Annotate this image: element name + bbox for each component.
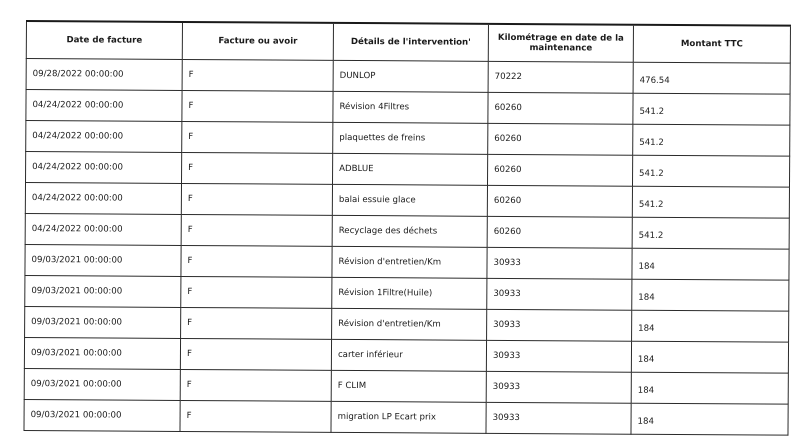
table-row [25,183,789,219]
cell-amount: 184 [632,248,789,280]
cell-mileage: 70222 [488,61,633,93]
cell-invoice-type: F [181,276,332,308]
cell-invoice-type: F [180,369,331,401]
header-invoice-or-credit: Facture ou avoir [182,22,333,60]
cell-invoice-type: F [182,152,333,184]
cell-intervention-details: Révision d'entretien/Km [332,308,487,340]
cell-amount: 184 [631,403,788,435]
cell-amount: 184 [632,310,789,342]
cell-invoice-type: F [180,400,331,432]
cell-amount: 541.2 [633,93,790,125]
table-row [25,213,789,249]
header-intervention-details: Détails de l'intervention' [333,23,488,61]
cell-amount: 541.2 [632,217,789,249]
cell-invoice-date: 09/28/2022 00:00:00 [26,59,182,91]
cell-invoice-type: F [181,214,332,246]
cell-intervention-details: F CLIM [331,370,486,402]
cell-intervention-details: ADBLUE [333,153,488,185]
cell-invoice-date: 04/24/2022 00:00:00 [26,90,182,122]
table-row [26,90,790,126]
cell-invoice-type: F [181,245,332,277]
header-amount-ttc: Montant TTC [633,25,790,63]
table-row [26,121,790,157]
table-row [26,152,790,188]
table-row [26,59,790,95]
cell-mileage: 30933 [486,340,631,372]
cell-intervention-details: migration LP Ecart prix [331,401,486,433]
cell-invoice-type: F [180,338,331,370]
cell-intervention-details: DUNLOP [333,60,488,92]
cell-intervention-details: Recyclage des déchets [332,215,487,247]
cell-amount: 184 [631,372,788,404]
cell-mileage: 30933 [486,371,631,403]
table-row [25,306,789,342]
cell-intervention-details: carter inférieur [331,339,486,371]
cell-mileage: 30933 [487,309,632,341]
cell-amount: 541.2 [632,155,789,187]
cell-invoice-type: F [182,59,333,91]
cell-intervention-details: Révision 1Filtre(Huile) [332,277,487,309]
cell-mileage: 60260 [487,185,632,217]
cell-invoice-type: F [181,183,332,215]
cell-mileage: 60260 [487,216,632,248]
cell-mileage: 60260 [488,92,633,124]
cell-mileage: 30933 [486,402,631,434]
cell-invoice-date: 04/24/2022 00:00:00 [26,152,182,184]
cell-amount: 184 [632,279,789,311]
cell-invoice-date: 04/24/2022 00:00:00 [25,213,181,245]
cell-intervention-details: balai essuie glace [332,184,487,216]
cell-amount: 476.54 [633,62,790,94]
cell-invoice-date: 09/03/2021 00:00:00 [25,244,181,276]
header-mileage: Kilométrage en date de la maintenance [488,24,633,62]
cell-mileage: 30933 [487,247,632,279]
cell-intervention-details: Révision d'entretien/Km [332,246,487,278]
cell-invoice-type: F [181,307,332,339]
cell-mileage: 60260 [488,123,633,155]
cell-invoice-type: F [182,121,333,153]
table-header-row [26,21,790,63]
cell-amount: 541.2 [632,186,789,218]
cell-intervention-details: plaquettes de freins [333,122,488,154]
maintenance-document [23,20,789,436]
table-row [24,399,788,435]
cell-invoice-date: 04/24/2022 00:00:00 [26,121,182,153]
table-row [25,244,789,280]
table-row [24,368,788,404]
cell-invoice-date: 09/03/2021 00:00:00 [25,275,181,307]
table-row [25,275,789,311]
cell-invoice-date: 09/03/2021 00:00:00 [24,368,180,400]
cell-mileage: 30933 [487,278,632,310]
cell-amount: 541.2 [633,124,790,156]
cell-invoice-date: 09/03/2021 00:00:00 [25,306,181,338]
cell-invoice-type: F [182,90,333,122]
cell-invoice-date: 09/03/2021 00:00:00 [24,337,180,369]
cell-amount: 184 [631,341,788,373]
cell-invoice-date: 09/03/2021 00:00:00 [24,399,180,431]
table-row [24,337,788,373]
maintenance-invoices-table [23,20,790,436]
header-invoice-date: Date de facture [26,21,182,59]
cell-intervention-details: Révision 4Filtres [333,91,488,123]
cell-mileage: 60260 [487,154,632,186]
cell-invoice-date: 04/24/2022 00:00:00 [25,183,181,215]
